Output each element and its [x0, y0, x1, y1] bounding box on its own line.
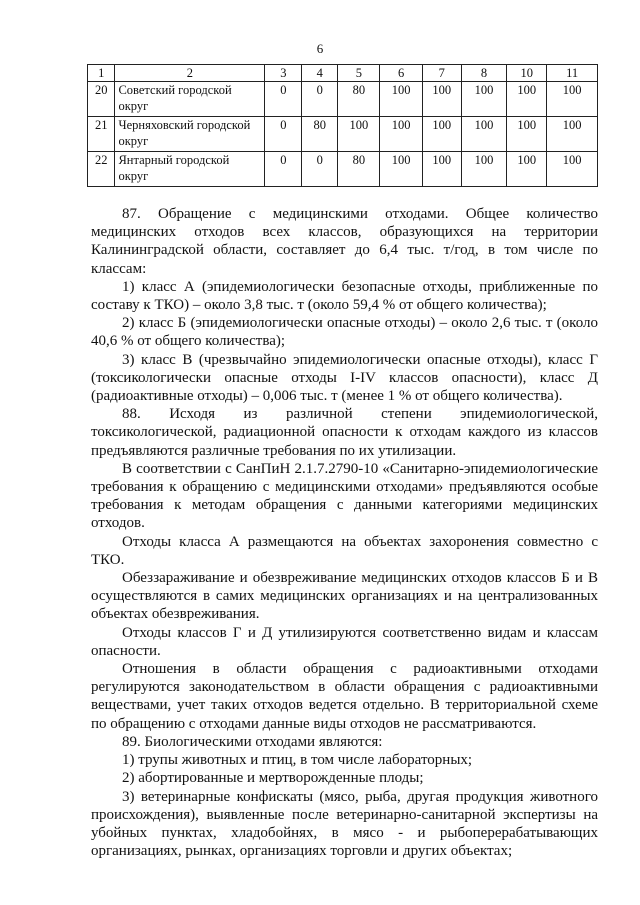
table-header-row [88, 65, 598, 82]
table-cell: 100 [422, 152, 461, 187]
list-item: 3) ветеринарные конфискаты (мясо, рыба, другая продукция животного происхождения), выявленные после ветеринарно-санитарной экспертизы на убойных пунктах, хладобойнях, в мясо - и рыбоперерабатывающих организациях, рынках, организациях торговли и других объектах; [91, 788, 598, 860]
table-cell-district: Черняховский городской округ [115, 117, 265, 152]
list-item: 3) класс В (чрезвычайно эпидемиологически опасные отходы), класс Г (токсикологически опасные отходы I-IV классов опасности), класс Д (радиоактивные отходы) – 0,006 тыс. т (менее 1 % от общего количества). [91, 351, 598, 405]
header-cell: 5 [338, 65, 380, 82]
list-item: 1) трупы животных и птиц, в том числе лабораторных; [122, 752, 473, 769]
paragraph: Отходы классов Г и Д утилизируются соответственно видам и классам опасности. [91, 624, 598, 659]
table-row [88, 152, 598, 187]
table-cell: 100 [380, 82, 422, 117]
header-cell: 3 [265, 65, 302, 82]
table-cell: 20 [88, 82, 115, 117]
table-cell: 0 [265, 152, 302, 187]
table-cell: 0 [302, 152, 338, 187]
list-item: 1) класс А (эпидемиологически безопасные отходы, приближенные по составу к ТКО) – около 3,8 тыс. т (около 59,4 % от общего количества); [91, 278, 598, 314]
header-cell: 10 [507, 65, 547, 82]
list-item: 2) абортированные и мертворожденные плоды; [122, 770, 424, 787]
table-cell: 100 [461, 82, 506, 117]
header-cell: 6 [380, 65, 422, 82]
table-row [88, 82, 598, 117]
table-cell: 100 [547, 117, 598, 152]
paragraph-89: 89. Биологическими отходами являются: [122, 733, 383, 750]
districts-table [87, 64, 598, 187]
paragraph: Отношения в области обращения с радиоактивными отходами регулируются законодательством в области обращения с радиоактивными веществами, учет таких отходов ведется отдельно. В территориальной схеме по обращению с отходами данные виды отходов не рассматриваются. [91, 661, 598, 732]
header-cell: 7 [422, 65, 461, 82]
table-cell: 100 [507, 117, 547, 152]
table-cell: 80 [302, 117, 338, 152]
header-cell: 1 [88, 65, 115, 82]
header-cell: 11 [547, 65, 598, 82]
table-cell: 100 [380, 117, 422, 152]
table-cell: 80 [338, 82, 380, 117]
header-cell: 4 [302, 65, 338, 82]
paragraph-87: 87. Обращение с медицинскими отходами. Общее количество медицинских отходов всех классов, образующихся на территории Калининградской области, составляет до 6,4 тыс. т/год, в том числе по классам: [91, 206, 598, 277]
table-cell: 100 [422, 117, 461, 152]
table-cell: 100 [547, 152, 598, 187]
list-item: 2) класс Б (эпидемиологически опасные отходы) – около 2,6 тыс. т (около 40,6 % от общего количества); [91, 315, 598, 350]
table-cell: 100 [461, 152, 506, 187]
table-row [88, 117, 598, 152]
table-cell: 100 [507, 152, 547, 187]
table-cell: 100 [547, 82, 598, 117]
document-body [91, 205, 598, 860]
table-cell: 100 [338, 117, 380, 152]
header-cell: 8 [461, 65, 506, 82]
table-cell-district: Советский городской округ [115, 82, 265, 117]
table-cell: 100 [380, 152, 422, 187]
table-cell: 0 [265, 82, 302, 117]
paragraph: Отходы класса А размещаются на объектах захоронения совместно с ТКО. [91, 533, 598, 568]
table-cell: 0 [302, 82, 338, 117]
table-cell: 22 [88, 152, 115, 187]
table-cell: 100 [422, 82, 461, 117]
table-cell-district: Янтарный городской округ [115, 152, 265, 187]
header-cell: 2 [115, 65, 265, 82]
table-cell: 80 [338, 152, 380, 187]
paragraph: В соответствии с СанПиН 2.1.7.2790-10 «Санитарно-эпидемиологические требования к обращению с медицинскими отходами» предъявляются особые требования к методам обращения с данными категориями медицинских отходов. [91, 460, 598, 532]
table-cell: 100 [461, 117, 506, 152]
table-cell: 0 [265, 117, 302, 152]
table-cell: 100 [507, 82, 547, 117]
paragraph-88: 88. Исходя из различной степени эпидемиологической, токсикологической, радиационной опасности к отходам каждого из классов предъявляются различные требования по их утилизации. [91, 406, 598, 459]
page-number: 6 [316, 41, 324, 56]
table-cell: 21 [88, 117, 115, 152]
paragraph: Обеззараживание и обезвреживание медицинских отходов классов Б и В осуществляются в самих медицинских организациях и на централизованных объектах обезвреживания. [91, 570, 598, 623]
